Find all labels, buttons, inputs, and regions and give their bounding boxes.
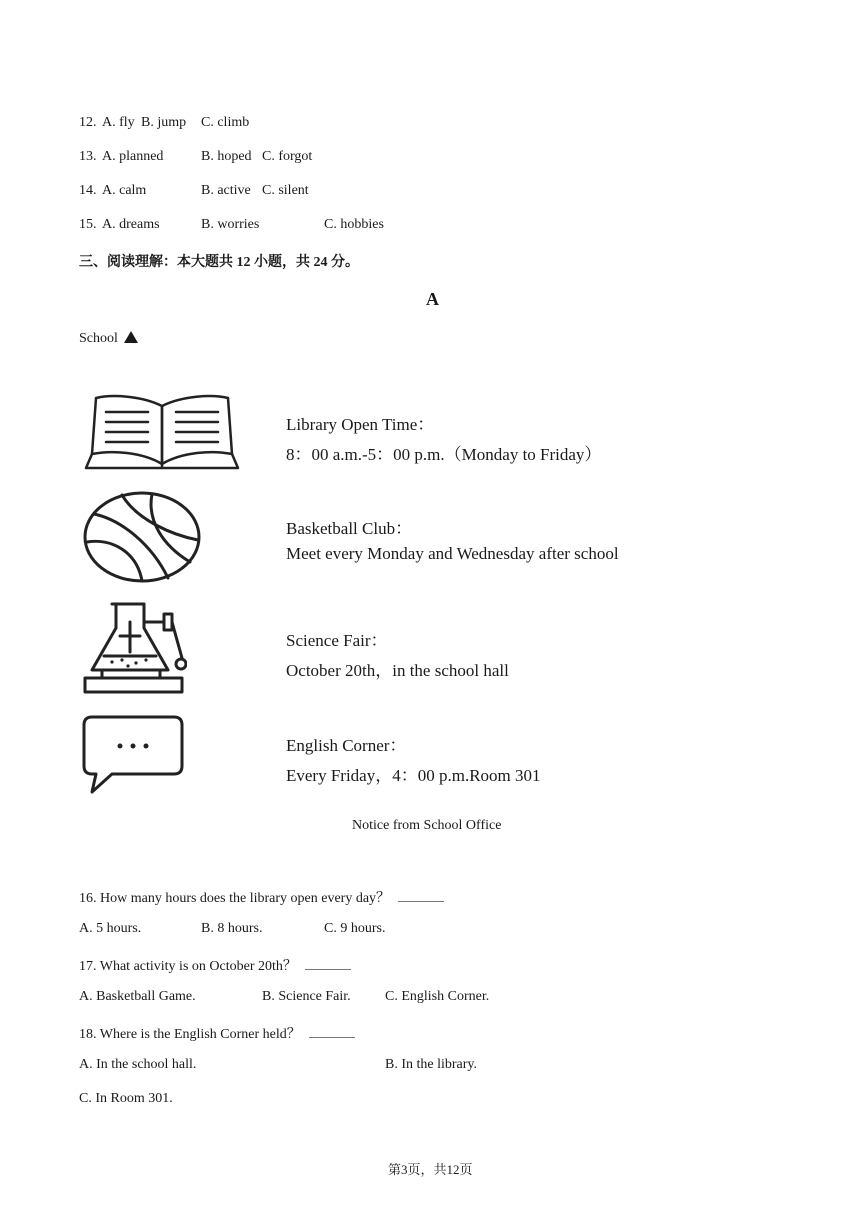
question-16-option-a: A. 5 hours. (79, 921, 142, 936)
question-18 (79, 1023, 355, 1043)
question-17 (79, 955, 351, 975)
passage-title (79, 331, 138, 347)
notice-caption: Notice from School Office (352, 818, 502, 833)
english-corner-heading: English Corner： (286, 736, 407, 755)
basketball-detail: Meet every Monday and Wednesday after school (286, 544, 619, 563)
page-footer: 第3页，共12页 (388, 1162, 473, 1177)
passage-title-text: School (79, 331, 118, 346)
answer-blank[interactable] (309, 1036, 355, 1038)
question-16 (79, 887, 444, 907)
flask-icon (82, 600, 187, 695)
science-heading: Science Fair： (286, 631, 388, 650)
english-corner-detail: Every Friday，4：00 p.m.Room 301 (286, 766, 541, 785)
question-17-option-b: B. Science Fair. (262, 989, 351, 1004)
section-heading-middle: 小题，共 (254, 255, 310, 270)
option-b: B. hoped (201, 149, 252, 164)
question-stem: 16. How many hours does the library open every day？ (79, 891, 391, 906)
question-stem: 17. What activity is on October 20th？ (79, 959, 297, 974)
option-b: B. jump (141, 115, 187, 130)
option-c: C. forgot (262, 149, 313, 164)
basketball-heading: Basketball Club： (286, 519, 413, 538)
question-16-option-b: B. 8 hours. (201, 921, 263, 936)
section-heading (79, 251, 359, 271)
question-number: 12. (79, 115, 97, 130)
library-heading: Library Open Time： (286, 415, 435, 434)
option-a: A. planned (102, 149, 164, 164)
option-a: A. dreams (102, 217, 160, 232)
section-heading-suffix: 分。 (331, 255, 359, 270)
triangle-blank-icon (124, 331, 138, 343)
passage-letter: A (426, 289, 439, 309)
question-17-option-a: A. Basketball Game. (79, 989, 196, 1004)
option-c: C. silent (262, 183, 309, 198)
answer-blank[interactable] (305, 968, 351, 970)
option-b: B. worries (201, 217, 260, 232)
question-18-option-c: C. In Room 301. (79, 1091, 173, 1106)
section-points: 24 (313, 255, 328, 270)
question-number: 13. (79, 149, 97, 164)
question-stem: 18. Where is the English Corner held？ (79, 1027, 301, 1042)
question-16-option-c: C. 9 hours. (324, 921, 386, 936)
option-b: B. active (201, 183, 251, 198)
basketball-icon (82, 490, 202, 585)
option-c: C. hobbies (324, 217, 384, 232)
question-17-option-c: C. English Corner. (385, 989, 490, 1004)
speech-bubble-icon (82, 714, 186, 796)
question-number: 14. (79, 183, 97, 198)
section-heading-prefix: 三、阅读理解：本大题共 (79, 255, 233, 270)
option-c: C. climb (201, 115, 250, 130)
question-18-option-a: A. In the school hall. (79, 1057, 197, 1072)
answer-blank[interactable] (398, 900, 444, 902)
science-detail: October 20th，in the school hall (286, 661, 509, 680)
open-book-icon (82, 392, 242, 472)
option-a: A. fly (102, 115, 135, 130)
option-a: A. calm (102, 183, 147, 198)
question-18-option-b: B. In the library. (385, 1057, 478, 1072)
section-question-count: 12 (236, 255, 251, 270)
library-detail: 8：00 a.m.-5：00 p.m.（Monday to Friday） (286, 445, 602, 464)
question-number: 15. (79, 217, 97, 232)
